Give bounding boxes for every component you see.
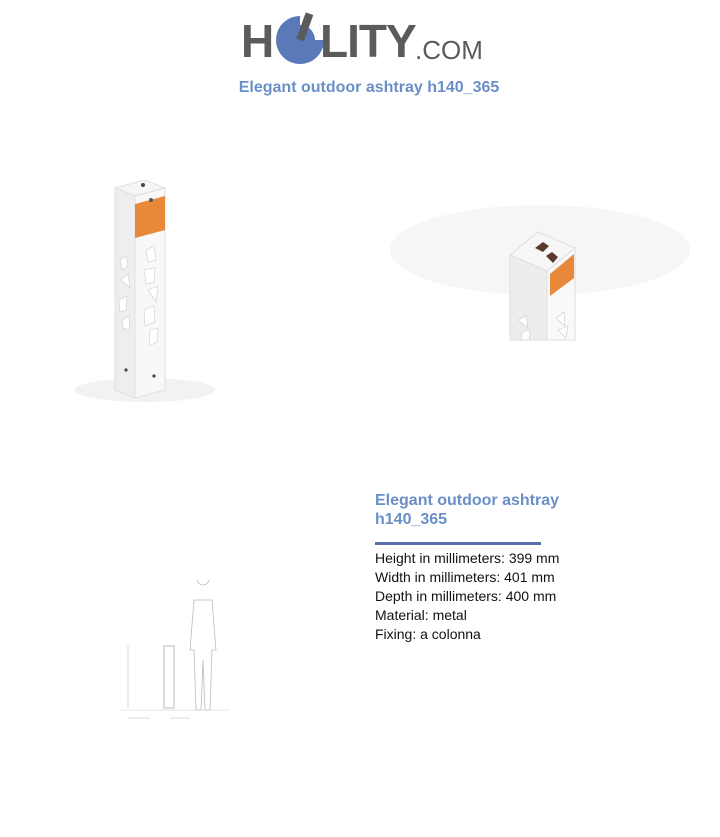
title-divider bbox=[375, 542, 541, 545]
product-title-line1: Elegant outdoor ashtray bbox=[375, 492, 560, 509]
logo-word-com: .COM bbox=[415, 35, 483, 65]
spec-material: Material: metal bbox=[375, 607, 467, 623]
spec-height: Height in millimeters: 399 mm bbox=[375, 550, 560, 566]
product-title-line2: h140_365 bbox=[375, 511, 448, 528]
logo-word-lity: LITY bbox=[320, 15, 416, 67]
spec-width: Width in millimeters: 401 mm bbox=[375, 569, 555, 585]
ashtray-top-view-image bbox=[360, 170, 690, 350]
page-title: Elegant outdoor ashtray h140_365 bbox=[238, 79, 500, 96]
ashtray-front-image bbox=[70, 170, 220, 410]
holity-logo[interactable] bbox=[241, 10, 481, 68]
spec-depth: Depth in millimeters: 400 mm bbox=[375, 588, 557, 604]
dimension-drawing-image bbox=[120, 580, 240, 725]
logo-letter-h: H bbox=[241, 15, 274, 67]
product-info-panel bbox=[375, 491, 605, 644]
spec-fixing: Fixing: a colonna bbox=[375, 626, 481, 642]
